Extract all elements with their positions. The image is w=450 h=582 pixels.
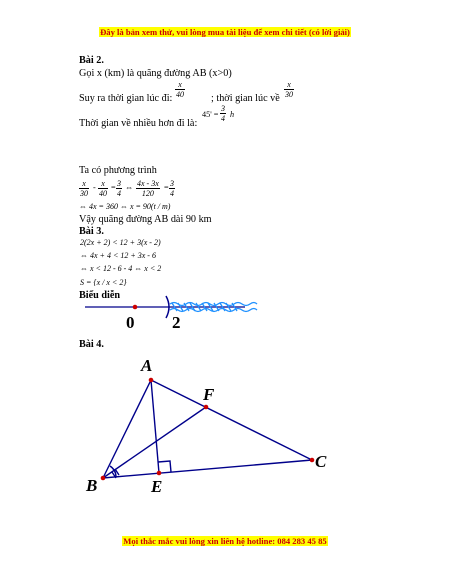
eq-minus: - — [93, 183, 96, 192]
bai3-title: Bài 3. — [79, 226, 104, 237]
header-notice-text: Đây là bản xem thử, vui lòng mua tài liệu để xem chi tiết (có lời giải) — [100, 27, 350, 37]
bai2-title: Bài 2. — [79, 55, 104, 66]
frac-time-go-den: 40 — [176, 90, 184, 99]
bai2-equation-intro: Ta có phương trình — [79, 165, 157, 176]
right-angle-mark — [158, 461, 171, 472]
triangle-points — [101, 378, 315, 481]
time-diff-lhs: 45' = — [202, 110, 219, 119]
bai3-step-1: 2(2x + 2) < 12 + 3(x - 2) — [80, 238, 161, 247]
footer-notice-text: Mọi thắc mắc vui lòng xin liên hệ hotline: 084 283 45 85 — [123, 536, 327, 546]
point-A — [149, 378, 154, 383]
frac-time-back-den: 30 — [285, 90, 293, 99]
bai3-solution-set: S = {x / x < 2} — [80, 278, 127, 287]
eq-equals-2: = — [164, 183, 169, 192]
eq-arrow: ⇔ — [125, 183, 134, 192]
frac-time-go-num: x — [175, 80, 185, 90]
eq-frac-2-den: 40 — [99, 189, 107, 198]
point-F — [204, 405, 209, 410]
point-B — [101, 476, 106, 481]
frac-time-diff-den: 4 — [221, 114, 225, 123]
bai3-bieu-dien: Biểu diễn — [79, 290, 121, 301]
eq-frac-4-num: 4x - 3x — [137, 179, 159, 188]
footer-notice — [0, 536, 450, 546]
eq-frac-5-den: 4 — [170, 189, 174, 198]
eq-frac-2-num: x — [98, 179, 108, 189]
eq-frac-4-den: 120 — [141, 189, 154, 198]
eq-frac-1-den: 30 — [80, 189, 88, 198]
eq-frac-3-den: 4 — [117, 189, 121, 198]
axis-label-zero: 0 — [126, 313, 135, 332]
label-point-F: F — [203, 385, 215, 404]
frac-time-diff-num: 3 — [221, 104, 225, 113]
label-point-E: E — [151, 477, 163, 496]
label-point-B: B — [86, 476, 98, 495]
eq-frac-5-num: 3 — [170, 179, 174, 188]
eq-line-2: ⇔ 4x = 360 ⇔ x = 90(t / m) — [79, 202, 171, 211]
point-C — [310, 458, 315, 463]
label-point-C: C — [315, 452, 327, 471]
bai3-step-2: ⇔ 4x + 4 < 12 + 3x - 6 — [80, 251, 156, 260]
bai3-step-3: ⇔ x < 12 - 6 - 4 ⇔ x < 2 — [80, 264, 162, 273]
bai2-time-diff-label: Thời gian về nhiều hơn đi là: — [79, 118, 198, 129]
bai2-time-go-label: Suy ra thời gian lúc đi: — [79, 93, 173, 104]
time-diff-unit: h — [230, 110, 235, 119]
eq-equals-1: = — [111, 183, 116, 192]
point-E — [157, 471, 162, 476]
bai2-intro: Gọi x (km) là quãng đường AB (x>0) — [79, 68, 232, 79]
segment-AE — [151, 380, 159, 473]
point-zero — [133, 305, 138, 310]
number-line — [85, 296, 257, 318]
bai2-conclusion: Vậy quãng đường AB dài 90 km — [79, 214, 212, 225]
eq-frac-3-num: 3 — [117, 179, 121, 188]
frac-time-back-num: x — [284, 80, 294, 90]
label-point-A: A — [141, 356, 153, 375]
segment-AB — [103, 380, 151, 478]
bai2-time-back-label: ; thời gian lúc về — [211, 93, 280, 104]
triangle-figure — [103, 380, 312, 478]
bai4-title: Bài 4. — [79, 339, 104, 350]
segment-AC — [151, 380, 312, 460]
axis-label-two: 2 — [172, 313, 181, 332]
eq-frac-1-num: x — [79, 179, 89, 189]
segment-BC — [103, 460, 312, 478]
